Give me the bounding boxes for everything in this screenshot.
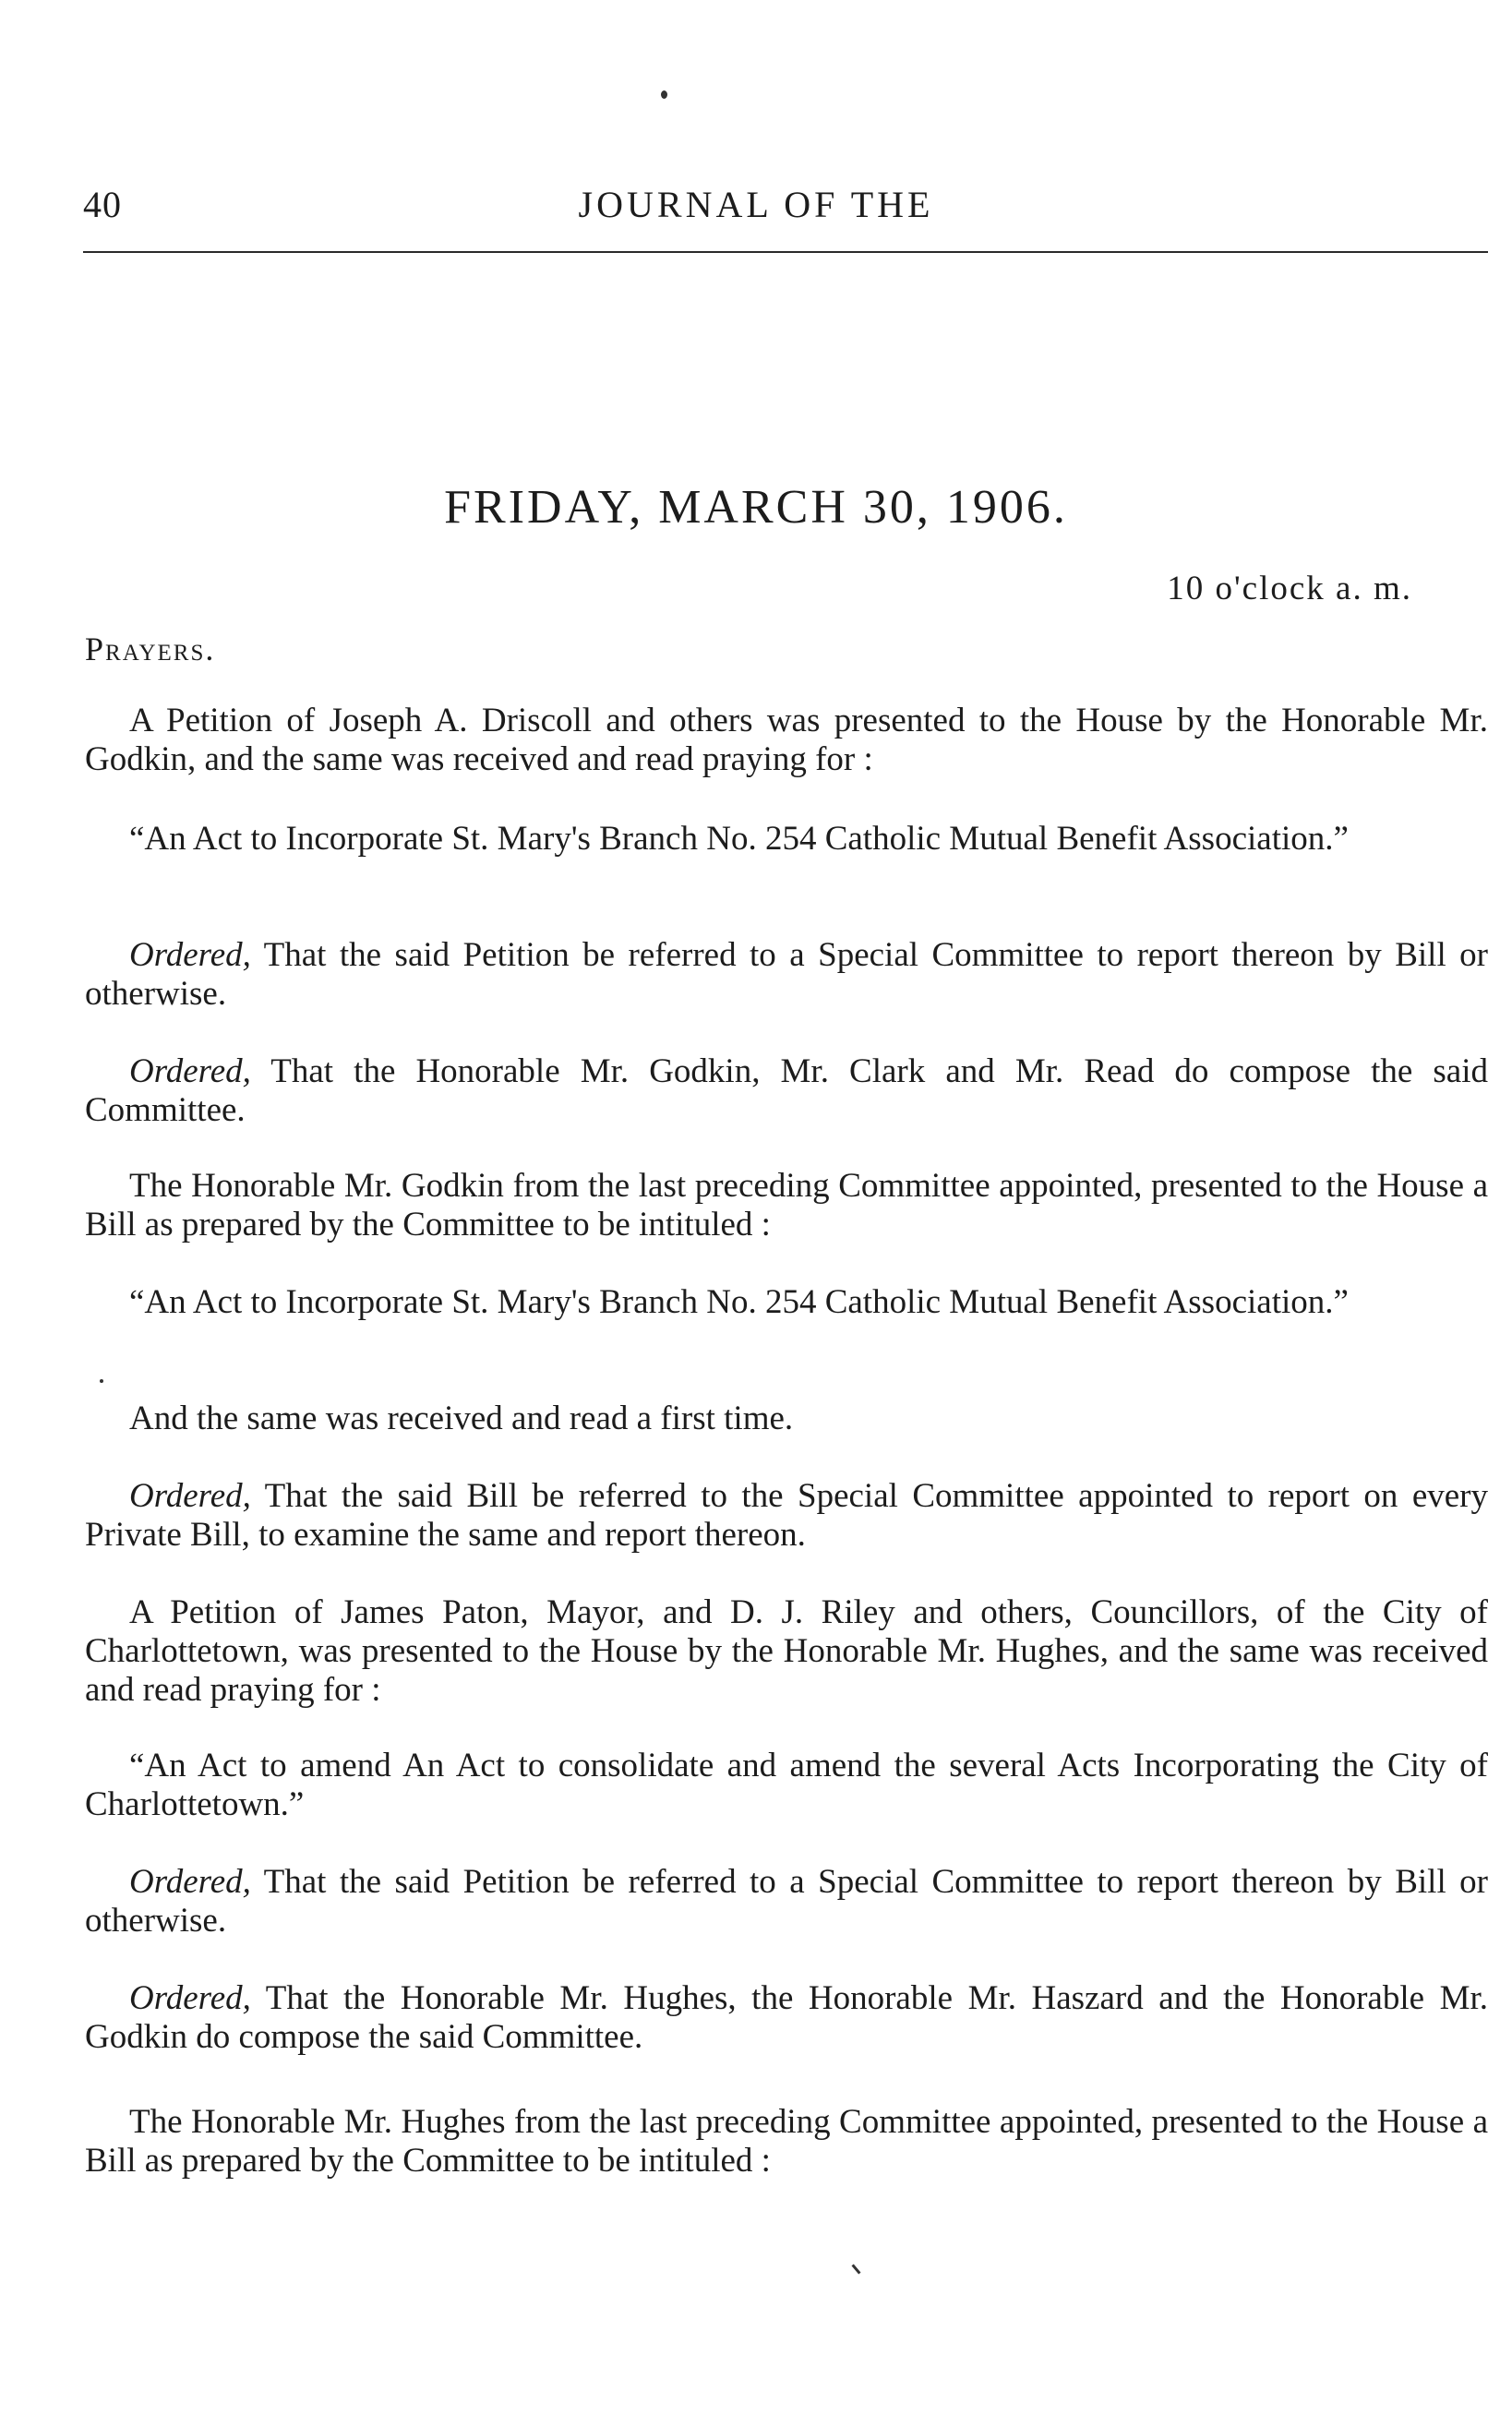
page-number: 40 [83,184,122,225]
paragraph-text: “An Act to amend An Act to consolidate and amend the several Acts Incorporating the City of Charlottetown.” [85,1747,1488,1823]
paragraph [85,820,1488,859]
paragraph [85,2103,1488,2181]
paragraph-text: That the Honorable Mr. Godkin, Mr. Clark and Mr. Read do compose the said Committee. [85,1052,1488,1129]
paragraph-text: That the said Petition be referred to a Special Committee to report thereon by Bill or otherwise. [85,936,1488,1013]
ordered-lead: Ordered, [129,1477,251,1515]
paragraph [85,1283,1488,1322]
paragraph [85,702,1488,779]
paragraph [85,1979,1488,2057]
paragraph [85,1052,1488,1130]
paragraph [85,936,1488,1014]
paragraph [85,1167,1488,1244]
paragraph [85,1477,1488,1555]
paragraph-text: That the said Petition be referred to a Special Committee to report thereon by Bill or otherwise. [85,1863,1488,1940]
print-speck [661,90,667,99]
paragraph-text: A Petition of Joseph A. Driscoll and others was presented to the House by the Honorable Mr. Godkin, and the same was received and read praying for : [85,702,1488,778]
print-speck [851,2264,860,2274]
prayers-heading: Prayers. [85,631,216,667]
ordered-lead: Ordered, [129,1052,251,1090]
paragraph-text: And the same was received and read a first time. [129,1400,794,1437]
running-head: JOURNAL OF THE [578,184,934,225]
paragraph [85,1863,1488,1940]
date-heading: FRIDAY, MARCH 30, 1906. [444,481,1068,534]
sitting-time: 10 o'clock a. m. [1167,570,1412,607]
paragraph-text: “An Act to Incorporate St. Mary's Branch No. 254 Catholic Mutual Benefit Association.” [129,820,1349,858]
paragraph [85,1593,1488,1710]
ordered-lead: Ordered, [129,1863,251,1901]
paragraph-text: The Honorable Mr. Hughes from the last preceding Committee appointed, presented to the House a Bill as prepared by the Committee to be intituled : [85,2103,1488,2180]
paragraph-text: The Honorable Mr. Godkin from the last preceding Committee appointed, presented to the House a Bill as prepared by the Committee to be intituled : [85,1167,1488,1244]
paragraph [85,1400,1488,1438]
paragraph-text: That the said Bill be referred to the Special Committee appointed to report on every Private Bill, to examine the same and report thereon. [85,1477,1488,1554]
ordered-lead: Ordered, [129,1979,251,2017]
paragraph [85,1747,1488,1824]
print-speck [100,1379,103,1383]
ordered-lead: Ordered, [129,936,251,974]
paragraph-text: A Petition of James Paton, Mayor, and D. J. Riley and others, Councillors, of the City of Charlottetown, was presented to the House by the Honorable Mr. Hughes, and the same was received and read praying for : [85,1593,1488,1709]
header-rule [83,251,1488,253]
paragraph-text: “An Act to Incorporate St. Mary's Branch No. 254 Catholic Mutual Benefit Association.” [129,1283,1349,1321]
paragraph-text: That the Honorable Mr. Hughes, the Honorable Mr. Haszard and the Honorable Mr. Godkin do compose the said Committee. [85,1979,1488,2056]
